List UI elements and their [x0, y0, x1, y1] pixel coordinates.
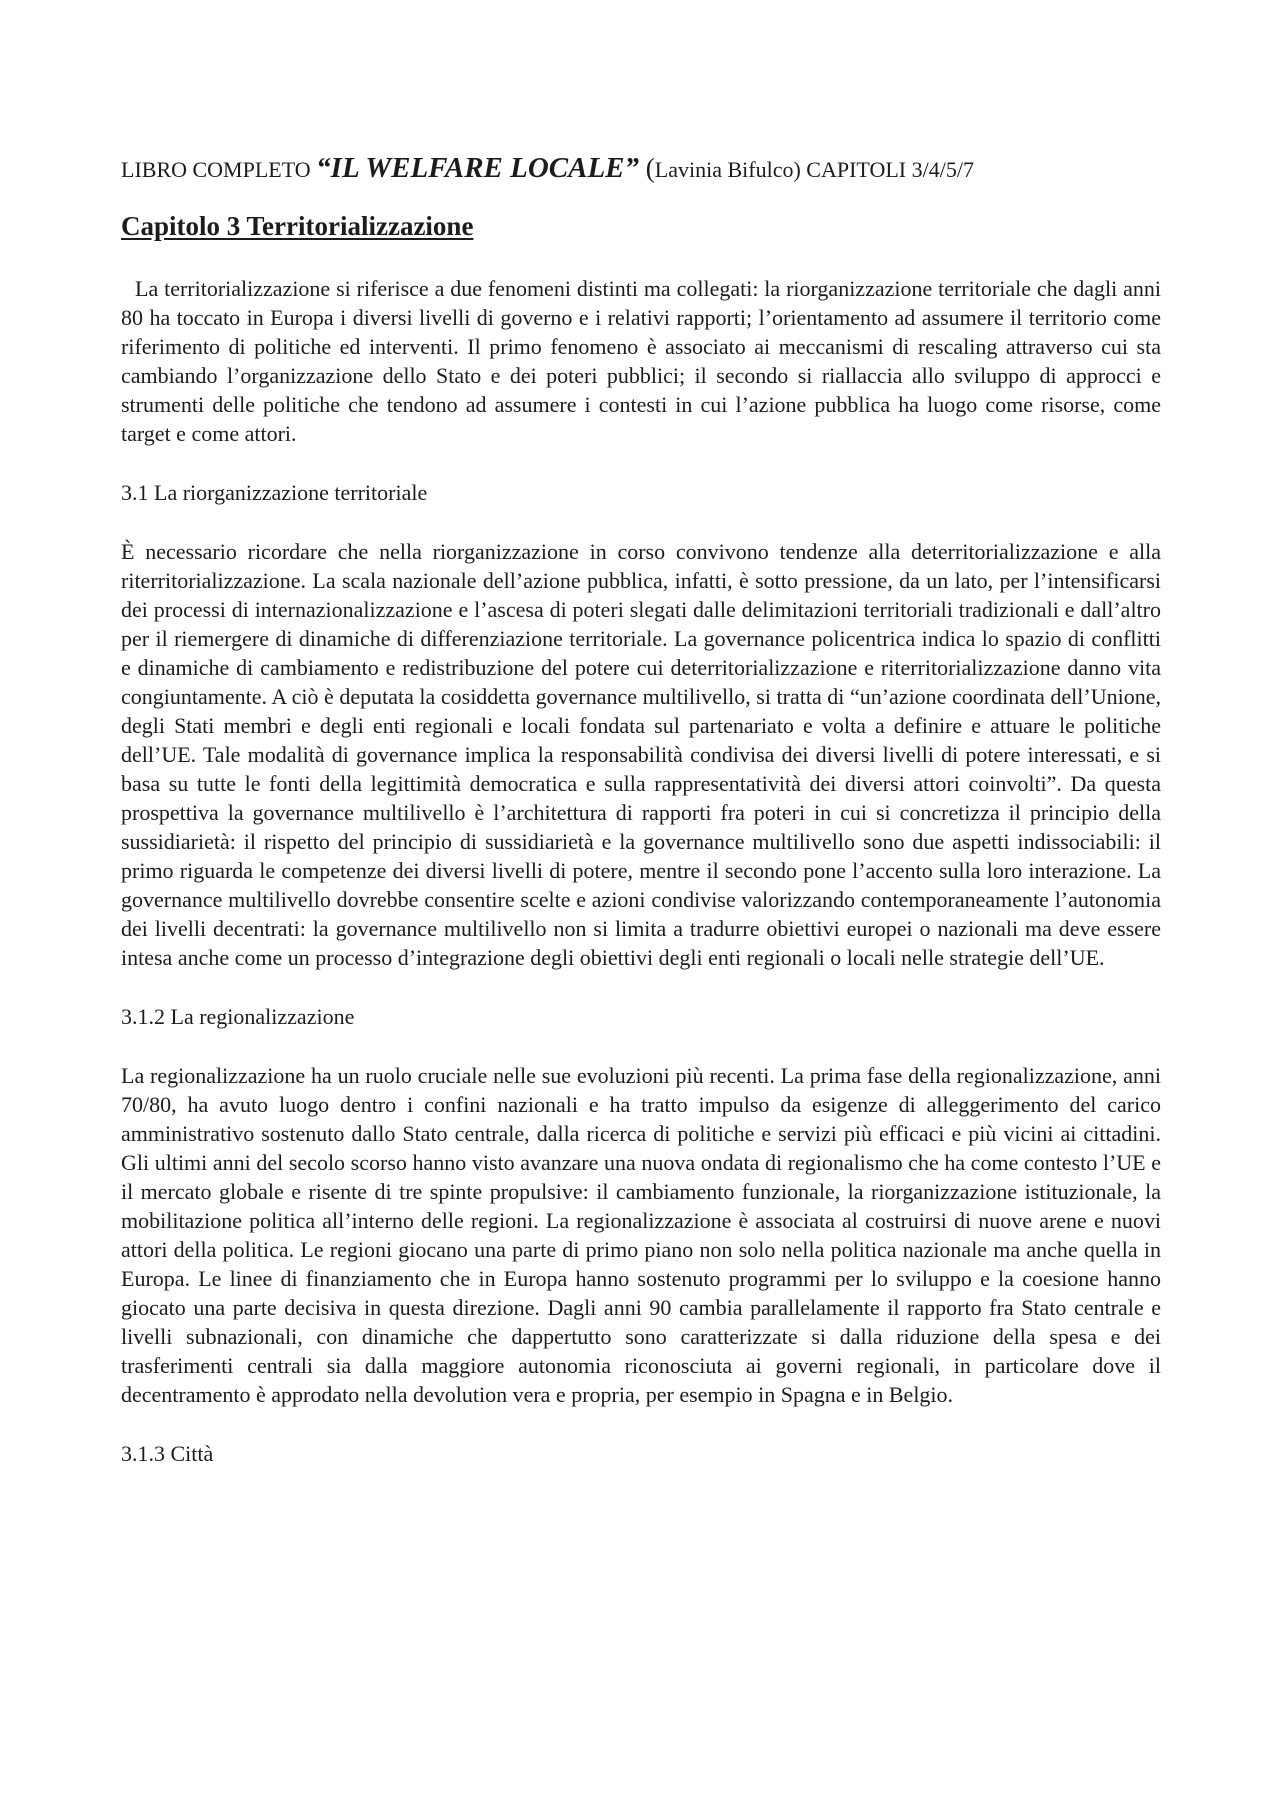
section-3-1-2-paragraph: La regionalizzazione ha un ruolo cruciale nelle sue evoluzioni più recenti. La prima fase della regionalizzazione, anni 70/80, ha avuto luogo dentro i confini nazionali e ha tratto impulso da esigenze di alleggerimento del carico amministrativo sostenuto dallo Stato centrale, dalla ricerca di politiche e servizi più efficaci e più vicini ai cittadini. Gli ultimi anni del secolo scorso hanno visto avanzare una nuova ondata di regionalismo che ha come contesto l’UE e il mercato globale e risente di tre spinte propulsive: il cambiamento funzionale, la riorganizzazione istituzionale, la mobilitazione politica all’interno delle regioni. La regionalizzazione è associata al costruirsi di nuove arene e nuovi attori della politica. Le regioni giocano una parte di primo piano non solo nella politica nazionale ma anche quella in Europa. Le linee di finanziamento che in Europa hanno sostenuto programmi per lo sviluppo e la coesione hanno giocato una parte decisiva in questa direzione. Dagli anni 90 cambia parallelamente il rapporto fra Stato centrale e livelli subnazionali, con dinamiche che dappertutto sono caratterizzate si dalla riduzione della spesa e dei trasferimenti centrali sia dalla maggiore autonomia riconosciuta ai governi regionali, in particolare dove il decentramento è approdato nella devolution vera e propria, per esempio in Spagna e in Belgio. — [121, 1063, 1161, 1407]
title-author-chapters: Lavinia Bifulco) CAPITOLI 3/4/5/7 — [654, 157, 974, 182]
chapter-heading: Capitolo 3 Territorializzazione — [121, 211, 474, 241]
section-3-1-paragraph: È necessario ricordare che nella riorganizzazione in corso convivono tendenze alla deterritorializzazione e alla riterritorializzazione. La scala nazionale dell’azione pubblica, infatti, è sotto pressione, da un lato, per l’intensificarsi dei processi di internazionalizzazione e l’ascesa di poteri slegati dalle delimitazioni territoriali tradizionali e dall’altro per il riemergere di dinamiche di differenziazione territoriale. La governance policentrica indica lo spazio di conflitti e dinamiche di cambiamento e redistribuzione del potere cui deterritorializzazione e riterritorializzazione danno vita congiuntamente. A ciò è deputata la cosiddetta governance multilivello, si tratta di “un’azione coordinata dell’Unione, degli Stati membri e degli enti regionali e locali fondata sul partenariato e volta a definire e attuare le politiche dell’UE. Tale modalità di governance implica la responsabilità condivisa dei diversi livelli di potere interessati, e si basa su tutte le fonti della legittimità democratica e sulla rappresentatività dei diversi attori coinvolti”. Da questa prospettiva la governance multilivello è l’architettura di rapporti fra poteri in cui si concretizza il principio della sussidiarietà: il rispetto del principio di sussidiarietà e la governance multilivello sono due aspetti indissociabili: il primo riguarda le competenze dei diversi livelli di potere, mentre il secondo pone l’accento sulla loro interazione. La governance multilivello dovrebbe consentire scelte e azioni condivise valorizzando contemporaneamente l’autonomia dei livelli decentrati: la governance multilivello non si limita a tradurre obiettivi europei o nazionali ma deve essere intesa anche come un processo d’integrazione degli obiettivi degli enti regionali o locali nelle strategie dell’UE. — [121, 539, 1161, 970]
intro-paragraph — [121, 274, 1161, 448]
book-title: “IL WELFARE LOCALE” — [316, 152, 640, 184]
section-3-1-3-heading: 3.1.3 Città — [121, 1441, 214, 1466]
intro-text: La territorializzazione si riferisce a due fenomeni distinti ma collegati: la riorganizzazione territoriale che dagli anni 80 ha toccato in Europa i diversi livelli di governo e i relativi rapporti; l’orientamento ad assumere il territorio come riferimento di politiche ed interventi. Il primo fenomeno è associato ai meccanismi di rescaling attraverso cui sta cambiando l’organizzazione dello Stato e dei poteri pubblici; il secondo si riallaccia allo sviluppo di approcci e strumenti delle politiche che tendono ad assumere i contesti in cui l’azione pubblica ha luogo come risorse, come target e come attori. — [121, 276, 1161, 446]
section-3-1-heading: 3.1 La riorganizzazione territoriale — [121, 480, 428, 505]
document-title — [121, 150, 1161, 188]
document-page — [121, 150, 1161, 1498]
section-3-1-2-heading: 3.1.2 La regionalizzazione — [121, 1004, 355, 1029]
title-prefix: LIBRO COMPLETO — [121, 157, 317, 182]
title-paren: ( — [639, 153, 655, 183]
